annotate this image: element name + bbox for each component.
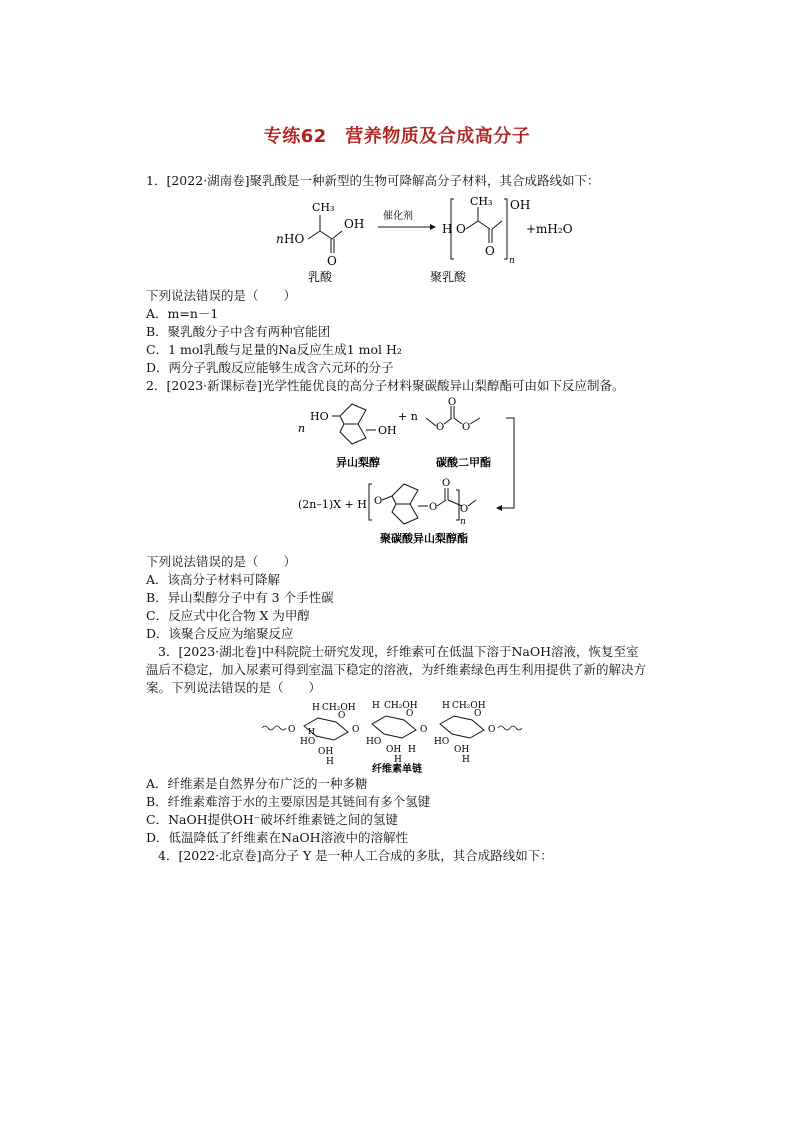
ho-label: HO <box>310 410 329 423</box>
question-2-ask: 下列说法错误的是（ ） <box>146 554 297 569</box>
q3-option-c[interactable]: C．NaOH提供OH⁻破坏纤维素链之间的氢键 <box>146 812 398 827</box>
label-lactic-acid: 乳酸 <box>308 270 333 284</box>
h-end-label: H <box>442 222 453 236</box>
question-1-stem: 1．[2022·湖南卷]聚乳酸是一种新型的生物可降解高分子材料，其合成路线如下： <box>146 173 600 188</box>
o-label-5: O <box>429 502 438 513</box>
o-label-4: O <box>374 496 383 507</box>
svg-text:H: H <box>408 745 416 755</box>
o-label-1: O <box>436 422 445 433</box>
label-dimethyl-carbonate: 碳酸二甲酯 <box>436 456 491 469</box>
lactic-acid-polymerization-figure <box>270 195 600 285</box>
svg-text:H: H <box>326 757 334 767</box>
label-polycarbonate: 聚碳酸异山梨醇酯 <box>380 532 468 545</box>
glucose-unit-1 <box>300 703 356 767</box>
svg-text:H: H <box>372 701 380 711</box>
o-label-6: O <box>442 478 451 489</box>
svg-text:HO: HO <box>300 737 316 747</box>
question-2-stem: 2．[2023·新课标卷]光学性能优良的高分子材料聚碳酸异山梨醇酯可由如下反应制备。 <box>146 378 625 393</box>
q3-option-b[interactable]: B．纤维素难溶于水的主要原因是其链间有多个氢键 <box>146 794 431 809</box>
o-label-3: O <box>462 422 471 433</box>
question-3-stem-line2: 温后不稳定，加入尿素可得到室温下稳定的溶液，为纤维素绿色再生利用提供了新的解决方 <box>146 662 647 677</box>
question-4-stem: 4．[2022·北京卷]高分子 Y 是一种人工合成的多肽，其合成路线如下： <box>158 848 553 863</box>
water-label: +mH₂O <box>526 222 573 236</box>
svg-text:H: H <box>462 755 470 765</box>
subscript-n: n <box>509 256 515 266</box>
svg-text:H: H <box>394 755 402 765</box>
product-coefficient: (2n–1)X + H <box>298 498 367 511</box>
svg-text:H: H <box>308 727 315 736</box>
svg-text:H: H <box>442 701 450 711</box>
oh-label: OH <box>378 424 397 437</box>
label-cellulose-chain: 纤维素单链 <box>372 764 422 774</box>
n-prefix: n <box>276 232 284 246</box>
arrow-icon <box>496 505 502 511</box>
o-link-4: O <box>488 725 496 735</box>
svg-text:OH: OH <box>386 745 402 755</box>
ho-label: HO <box>284 232 305 246</box>
glucose-unit-3 <box>434 701 486 765</box>
q2-option-d[interactable]: D．该聚合反应为缩聚反应 <box>146 626 294 641</box>
glucose-unit-2 <box>366 701 418 765</box>
q2-option-a[interactable]: A．该高分子材料可降解 <box>146 572 281 587</box>
svg-text:CH₂OH: CH₂OH <box>452 701 486 711</box>
q1-option-d[interactable]: D．两分子乳酸反应能够生成含六元环的分子 <box>146 360 394 375</box>
q1-option-c[interactable]: C．1 mol乳酸与足量的Na反应生成1 mol H₂ <box>146 342 402 357</box>
svg-text:H: H <box>312 703 320 713</box>
q3-option-d[interactable]: D．低温降低了纤维素在NaOH溶液中的溶解性 <box>146 830 409 845</box>
cellulose-chain-figure <box>260 698 560 774</box>
oh-label: OH <box>344 217 365 231</box>
question-3-stem-line3: 案。下列说法错误的是（ ） <box>146 680 322 695</box>
svg-text:HO: HO <box>434 737 450 747</box>
o-link-3: O <box>420 725 428 735</box>
n-prefix-isosorbide: n <box>298 422 306 435</box>
svg-text:CH₂OH: CH₂OH <box>322 703 356 713</box>
label-isosorbide: 异山梨醇 <box>336 456 380 469</box>
page-title: 专练62 营养物质及合成高分子 <box>263 126 531 147</box>
oh-end-label: OH <box>510 198 531 212</box>
arrow-icon <box>430 224 436 230</box>
svg-text:HO: HO <box>366 737 382 747</box>
q1-option-b[interactable]: B．聚乳酸分子中含有两种官能团 <box>146 324 331 339</box>
q2-option-b[interactable]: B．异山梨醇分子中有 3 个手性碳 <box>146 590 334 605</box>
svg-text:O: O <box>338 711 346 721</box>
o-label-2: O <box>448 397 457 408</box>
svg-text:OH: OH <box>318 747 334 757</box>
question-3-stem-line1: 3．[2023·湖北卷]中科院院士研究发现，纤维素可在低温下溶于NaOH溶液，恢复至室 <box>158 644 639 659</box>
isosorbide-polycarbonate-figure <box>296 396 526 548</box>
q1-option-a[interactable]: A．m=n－1 <box>146 306 219 321</box>
carbonyl-o-label: O <box>327 254 337 268</box>
plus-n: + n <box>398 410 418 423</box>
label-polylactic-acid: 聚乳酸 <box>430 270 467 284</box>
svg-text:O: O <box>406 709 414 719</box>
o-link-1: O <box>288 725 296 735</box>
o-link-2: O <box>352 725 360 735</box>
o-label-7: O <box>460 504 469 515</box>
q2-option-c[interactable]: C．反应式中化合物 X 为甲醇 <box>146 608 310 623</box>
question-1-ask: 下列说法错误的是（ ） <box>146 288 297 303</box>
svg-text:O: O <box>474 709 482 719</box>
q3-option-a[interactable]: A．纤维素是自然界分布广泛的一种多糖 <box>146 776 368 791</box>
ester-o-label: O <box>456 222 466 236</box>
ch3-label: CH₃ <box>312 201 335 214</box>
carbonyl-o-label-2: O <box>485 244 495 258</box>
ch3-label-2: CH₃ <box>470 195 493 208</box>
svg-text:CH₂OH: CH₂OH <box>384 701 418 711</box>
catalyst-label: 催化剂 <box>383 211 413 222</box>
subscript-n: n <box>460 517 466 527</box>
svg-text:OH: OH <box>454 745 470 755</box>
